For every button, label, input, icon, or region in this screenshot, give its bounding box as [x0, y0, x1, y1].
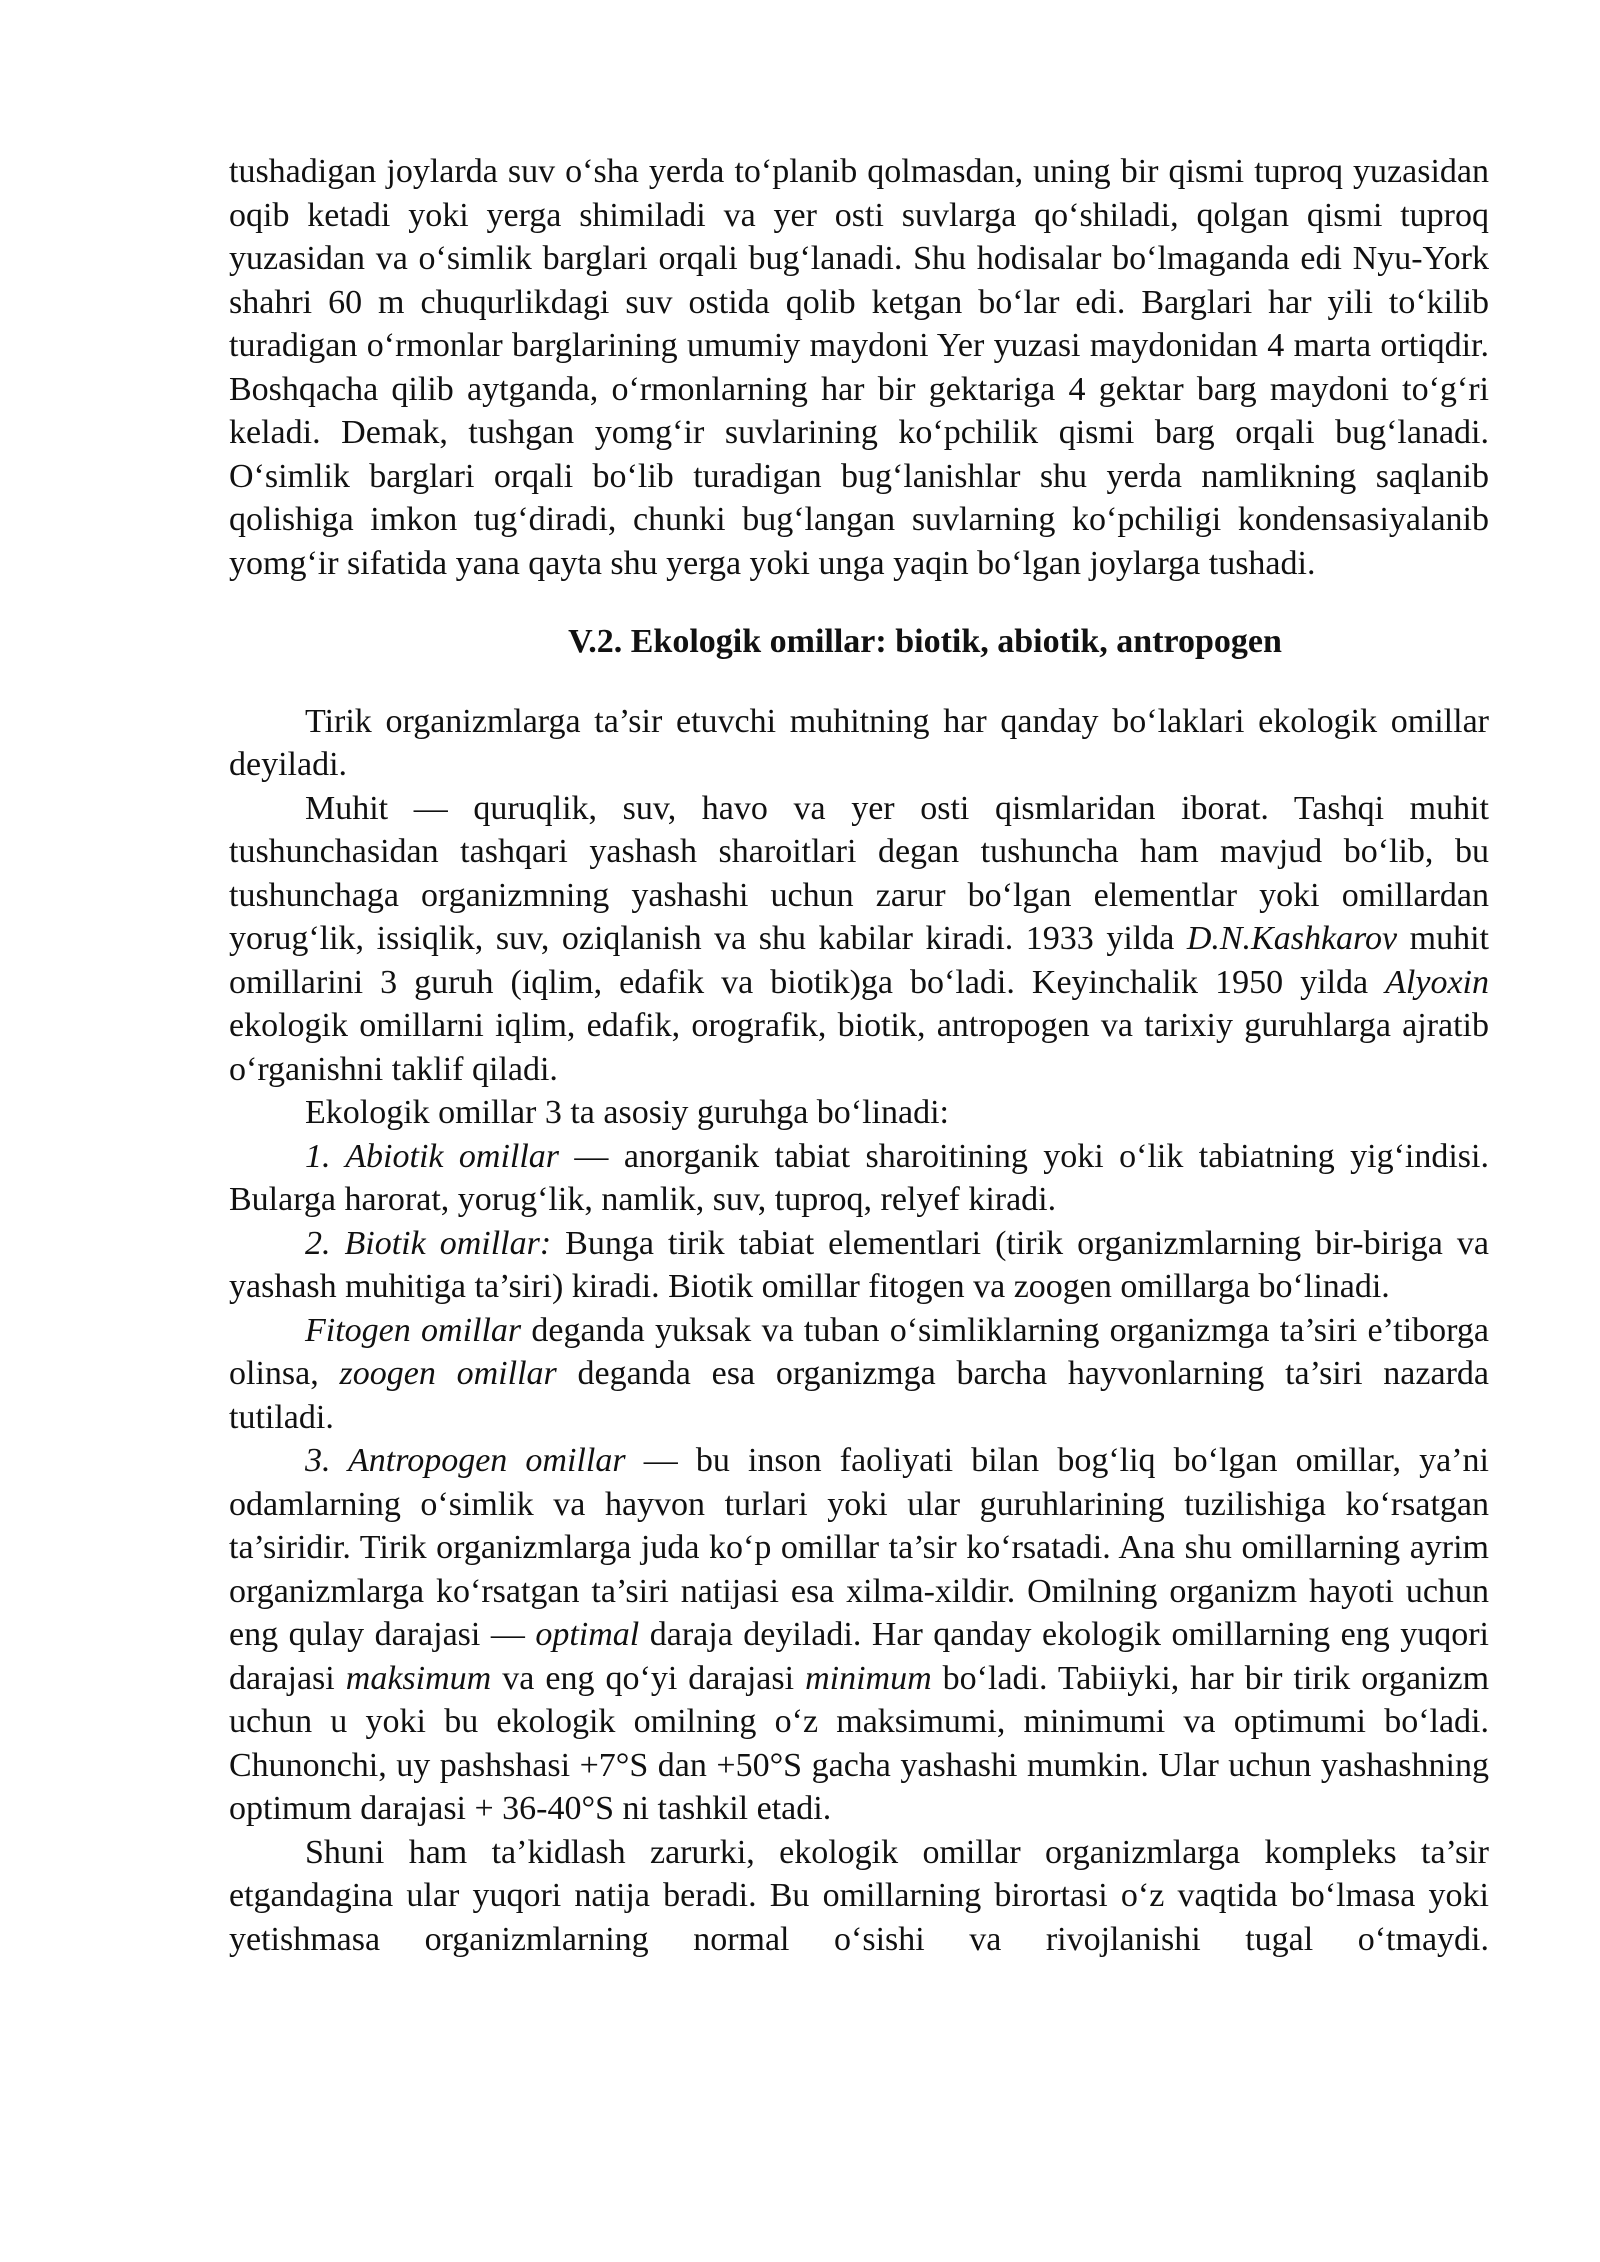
text-run: daraja deyiladi. Har qanday ekologik omillarning eng yuqori darajasi: [229, 1616, 1489, 1697]
text-run: deganda yuksak va tuban o‘simliklarning organizmga ta’siri e’tiborga olinsa,: [229, 1311, 1489, 1392]
paragraph-groups-intro: Ekologik omillar 3 ta asosiy guruhga bo‘linadi:: [305, 1094, 950, 1131]
document-page: [229, 150, 1489, 1961]
paragraph-anthropogenic: [229, 1439, 1489, 1831]
term-optimal: optimal: [535, 1616, 640, 1653]
term-anthropogenic: 3. Antropogen omillar: [305, 1442, 626, 1479]
text-run: Muhit — quruqlik, suv, havo va yer osti qismlaridan iborat. Tashqi muhit tushunchasidan tashqari yashash sharoitlari degan tushuncha ham mavjud bo‘lib, bu tushunchaga organizmning yashashi uchun zarur bo‘lgan elementlar yoki omillardan yorug‘lik, issiqlik, suv, oziqlanish va shu kabilar kiradi. 1933 yilda: [229, 789, 1489, 957]
text-run: — bu inson faoliyati bilan bog‘liq bo‘lgan omillar, ya’ni odamlarning o‘simlik va hayvon turlari yoki ular guruhlarining tuzilishiga ko‘rsatgan ta’siridir. Tirik organizmlarga juda ko‘p omillar ta’sir ko‘rsatadi. Ana shu omillarning ayrim organizmlarga ko‘rsatgan ta’siri natijasi esa xilma-xildir. Omilning organizm hayoti uchun eng qulay darajasi —: [229, 1442, 1489, 1653]
paragraph-abiotic: [229, 1135, 1489, 1222]
paragraph-biotic: [229, 1222, 1489, 1309]
paragraph-environment: [229, 787, 1489, 1092]
text-run: Bunga tirik tabiat elementlari (tirik organizmlarning bir-biriga va yashash muhitiga ta’siri) kiradi. Biotik omillar fitogen va zoogen omillarga bo‘linadi.: [229, 1224, 1489, 1305]
paragraph-continuation: tushadigan joylarda suv o‘sha yerda to‘planib qolmasdan, uning bir qismi tuproq yuzasidan oqib ketadi yoki yerga shimiladi va yer osti suvlarga qo‘shiladi, qolgan qismi tuproq yuzasidan va o‘simlik barglari orqali bug‘lanadi. Shu hodisalar bo‘lmaganda edi Nyu-York shahri 60 m chuqurlikdagi suv ostida qolib ketgan bo‘lar edi. Barglari har yili to‘kilib turadigan o‘rmonlar barglarining umumiy maydoni Yer yuzasi maydonidan 4 marta ortiqdir. Boshqacha qilib aytganda, o‘rmonlarning har bir gektariga 4 gektar barg maydoni to‘g‘ri keladi. Demak, tushgan yomg‘ir suvlarining ko‘pchilik qismi barg orqali bug‘lanadi. O‘simlik barglari orqali bo‘lib turadigan bug‘lanishlar shu yerda namlikning saqlanib qolishiga imkon tug‘diradi, chunki bug‘langan suvlarning ko‘pchiligi kondensasiyalanib yomg‘ir sifatida yana qayta shu yerga yoki unga yaqin bo‘lgan joylarga tushadi.: [229, 153, 1489, 582]
text-run: va eng qo‘yi darajasi: [491, 1659, 806, 1697]
text-run: bo‘ladi. Tabiiyki, har bir tirik organizm uchun u yoki bu ekologik omilning o‘z maksimumi, minimumi va optimumi bo‘ladi. Chunonchi, uy pashshasi +7°S dan +50°S gacha yashashi mumkin. Ular uchun yashashning optimum darajasi + 36-40°S ni tashkil etadi.: [229, 1659, 1490, 1827]
text-run: — anorganik tabiat sharoitining yoki o‘lik tabiatning yig‘indisi. Bularga harorat, yorug‘lik, namlik, suv, tuproq, relyef kiradi.: [229, 1137, 1489, 1218]
term-biotic: 2. Biotik omillar:: [305, 1224, 552, 1262]
term-minimum: minimum: [805, 1659, 932, 1697]
paragraph-phytogen-zoogen: [229, 1309, 1489, 1440]
text-run: ekologik omillarni iqlim, edafik, orografik, biotik, antropogen va tarixiy guruhlarga ajratib o‘rganishni taklif qiladi.: [229, 1007, 1489, 1088]
author-name: Alyoxin: [1385, 963, 1489, 1001]
text-run: muhit omillarini 3 guruh (iqlim, edafik va biotik)ga bo‘ladi. Keyinchalik 1950 yilda: [229, 920, 1489, 1001]
term-maximum: maksimum: [345, 1659, 492, 1697]
author-name: D.N.Kashkarov: [1186, 920, 1398, 957]
term-zoogen: zoogen omillar: [339, 1355, 557, 1392]
paragraph-complex-effect: Shuni ham ta’kidlash zarurki, ekologik omillar organizmlarga kompleks ta’sir etgandagina ular yuqori natija beradi. Bu omillarning birortasi o‘z vaqtida bo‘lmasa yoki yetishmasa organizmlarning normal o‘sishi va rivojlanishi tugal o‘tmaydi.: [229, 1833, 1489, 1958]
section-heading: V.2. Ekologik omillar: biotik, abiotik, antropogen: [568, 623, 1282, 660]
term-phytogen: Fitogen omillar: [305, 1311, 522, 1349]
paragraph-definition: Tirik organizmlarga ta’sir etuvchi muhitning har qanday bo‘laklari ekologik omillar deyiladi.: [229, 702, 1489, 783]
term-abiotic: 1. Abiotik omillar: [305, 1137, 560, 1175]
text-run: deganda esa organizmga barcha hayvonlarning ta’siri nazarda tutiladi.: [229, 1355, 1489, 1436]
